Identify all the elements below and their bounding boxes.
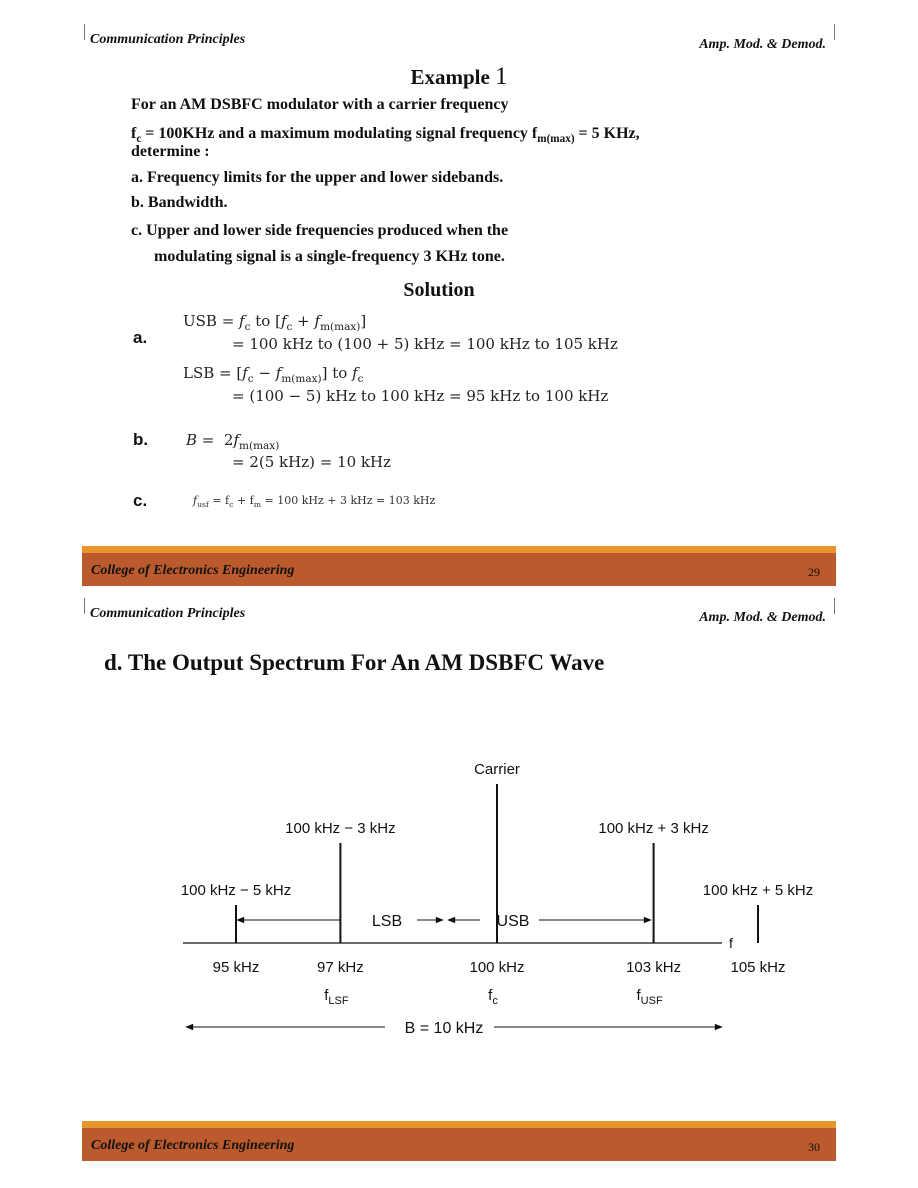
problem-line-2: $f_c = 100KHz$ and a maximum modulating signal frequency $f_{m(max)} = 5$ KHz,	[131, 125, 640, 146]
usb-result: = 100 kHz to (100 + 5) kHz = 100 kHz to 105 kHz	[232, 335, 618, 353]
line-label: Carrier	[474, 761, 520, 778]
lsb-result: = (100 − 5) kHz to 100 kHz = 95 kHz to 100 kHz	[232, 387, 609, 405]
solution-label-c: c.	[133, 491, 148, 510]
frequency-symbol-label: $f_{USF}$	[636, 987, 663, 1007]
tick-label: 97 kHz	[317, 959, 364, 976]
section-title: d. The Output Spectrum For An AM DSBFC Wave	[104, 650, 605, 675]
line-label: 100 kHz − 5 kHz	[180, 882, 292, 899]
usf-formula: $f_{usf} = f_c + f_m = 100$ kHz + 3 kHz = 103 kHz	[193, 494, 436, 510]
header-left: Communication Principles	[90, 32, 246, 47]
tick-label: 95 kHz	[212, 959, 260, 976]
line-label: 100 kHz + 5 kHz	[702, 882, 814, 899]
page-number: 29	[808, 565, 820, 579]
header-right: Amp. Mod. & Demod.	[699, 37, 826, 52]
usb-formula: USB = $f_c$ to $[f_c + f_{m(max)}]$	[183, 312, 367, 333]
frequency-symbol-label: $f_{LSF}$	[324, 987, 349, 1007]
solution-title: Solution	[403, 279, 475, 301]
header-left: Communication Principles	[90, 606, 246, 621]
line-label: 100 kHz + 3 kHz	[598, 820, 709, 837]
example-title: Example 1	[410, 63, 508, 90]
frequency-axis-label: f	[729, 935, 733, 951]
problem-item-c: c. Upper and lower side frequencies produced when the	[131, 222, 509, 239]
problem-line-1: For an AM DSBFC modulator with a carrier frequency	[131, 96, 509, 113]
footer-college: College of Electronics Engineering	[91, 563, 295, 578]
problem-item-a: a. Frequency limits for the upper and lower sidebands.	[131, 169, 504, 186]
header-right: Amp. Mod. & Demod.	[699, 610, 826, 625]
footer-college: College of Electronics Engineering	[91, 1138, 295, 1153]
bandwidth-formula: $B = 2f_{m(max)}$	[186, 431, 280, 452]
solution-label-a: a.	[133, 328, 148, 347]
usb-label: USB	[496, 913, 530, 930]
frequency-symbol-label: $f_c$	[488, 987, 498, 1007]
tick-label: 105 kHz	[730, 959, 786, 976]
problem-item-b: b. Bandwidth.	[131, 194, 228, 211]
bandwidth-label: B = 10 kHz	[404, 1020, 484, 1037]
page-number: 30	[808, 1140, 820, 1154]
lsb-label: LSB	[371, 913, 403, 930]
problem-item-c-cont: modulating signal is a single-frequency 3 KHz tone.	[154, 248, 505, 265]
line-label: 100 kHz − 3 kHz	[285, 820, 396, 837]
solution-label-b: b.	[133, 430, 149, 449]
tick-label: 103 kHz	[626, 959, 682, 976]
bandwidth-result: = 2(5 kHz) = 10 kHz	[232, 453, 392, 471]
lsb-formula: LSB = $[f_c - f_{m(max)}]$ to $f_c$	[183, 364, 364, 385]
problem-line-3: determine :	[131, 143, 210, 160]
tick-label: 100 kHz	[469, 959, 525, 976]
page-footer	[82, 1121, 836, 1161]
